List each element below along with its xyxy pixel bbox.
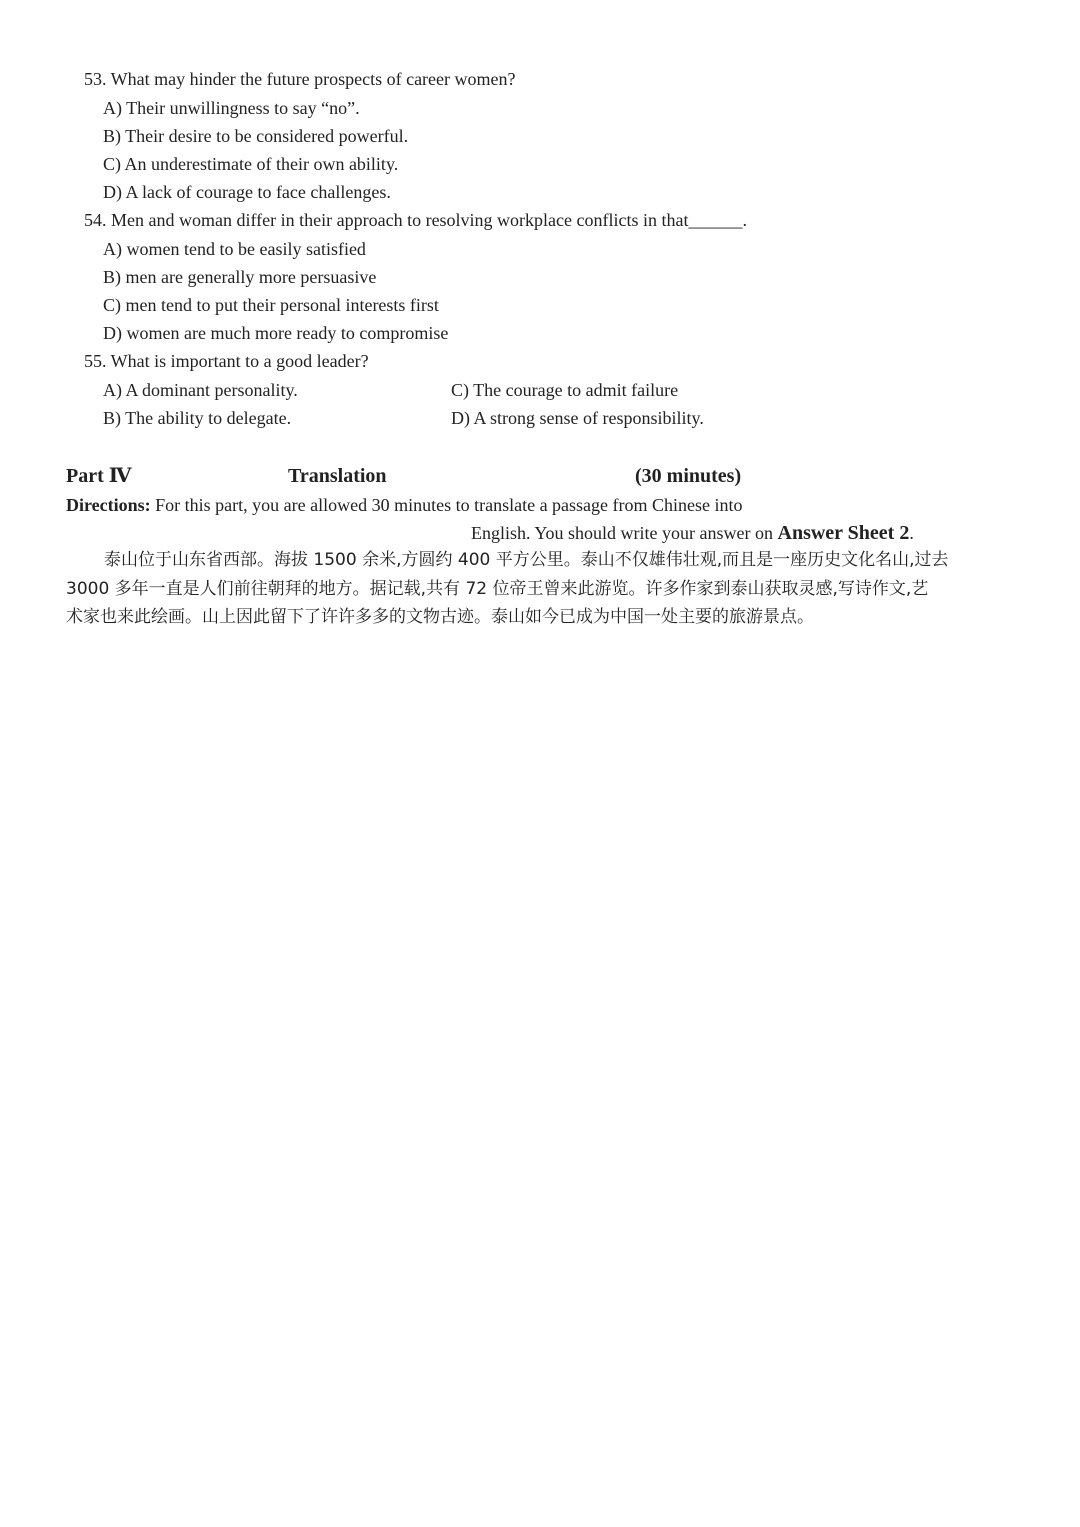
question-55-option-a: A) A dominant personality. <box>103 380 298 400</box>
question-53-stem: 53. What may hinder the future prospects of career women? <box>84 69 516 89</box>
question-53-option-c: C) An underestimate of their own ability. <box>103 154 399 174</box>
question-55-option-c: C) The courage to admit failure <box>451 380 679 400</box>
section-title: Translation <box>288 465 387 487</box>
question-55-option-d: D) A strong sense of responsibility. <box>451 408 704 428</box>
directions-label: Directions: <box>66 495 151 515</box>
answer-sheet-label: Answer Sheet 2 <box>777 522 910 544</box>
question-54-option-d: D) women are much more ready to compromise <box>103 323 449 343</box>
directions-end: . <box>909 523 914 543</box>
part-label: Part Ⅳ <box>66 465 132 487</box>
question-54-option-a: A) women tend to be easily satisfied <box>103 239 366 259</box>
directions-text-1: For this part, you are allowed 30 minutes to translate a passage from Chinese into <box>150 495 743 515</box>
question-54-option-c: C) men tend to put their personal interests first <box>103 295 439 315</box>
question-54-stem: 54. Men and woman differ in their approach to resolving workplace conflicts in that______. <box>84 210 747 230</box>
question-55-option-b: B) The ability to delegate. <box>103 408 292 428</box>
question-53-option-d: D) A lack of courage to face challenges. <box>103 182 391 202</box>
time-limit: (30 minutes) <box>635 465 742 487</box>
passage-line-3: 术家也来此绘画。山上因此留下了许许多多的文物古迹。泰山如今已成为中国一处主要的旅游景点。 <box>66 607 814 627</box>
question-53-option-a: A) Their unwillingness to say “no”. <box>103 98 360 118</box>
passage-line-1: 泰山位于山东省西部。海拔 1500 余米,方圆约 400 平方公里。泰山不仅雄伟壮观,而且是一座历史文化名山,过去 <box>104 550 949 570</box>
directions-text-2: English. You should write your answer on <box>471 523 778 543</box>
directions-line-1 <box>66 494 743 516</box>
question-54-option-b: B) men are generally more persuasive <box>103 267 377 287</box>
passage-line-2: 3000 多年一直是人们前往朝拜的地方。据记载,共有 72 位帝王曾来此游览。许多作家到泰山获取灵感,写诗作文,艺 <box>66 579 929 599</box>
question-53-option-b: B) Their desire to be considered powerful. <box>103 126 409 146</box>
directions-line-2 <box>471 522 914 544</box>
question-55-stem: 55. What is important to a good leader? <box>84 351 369 371</box>
